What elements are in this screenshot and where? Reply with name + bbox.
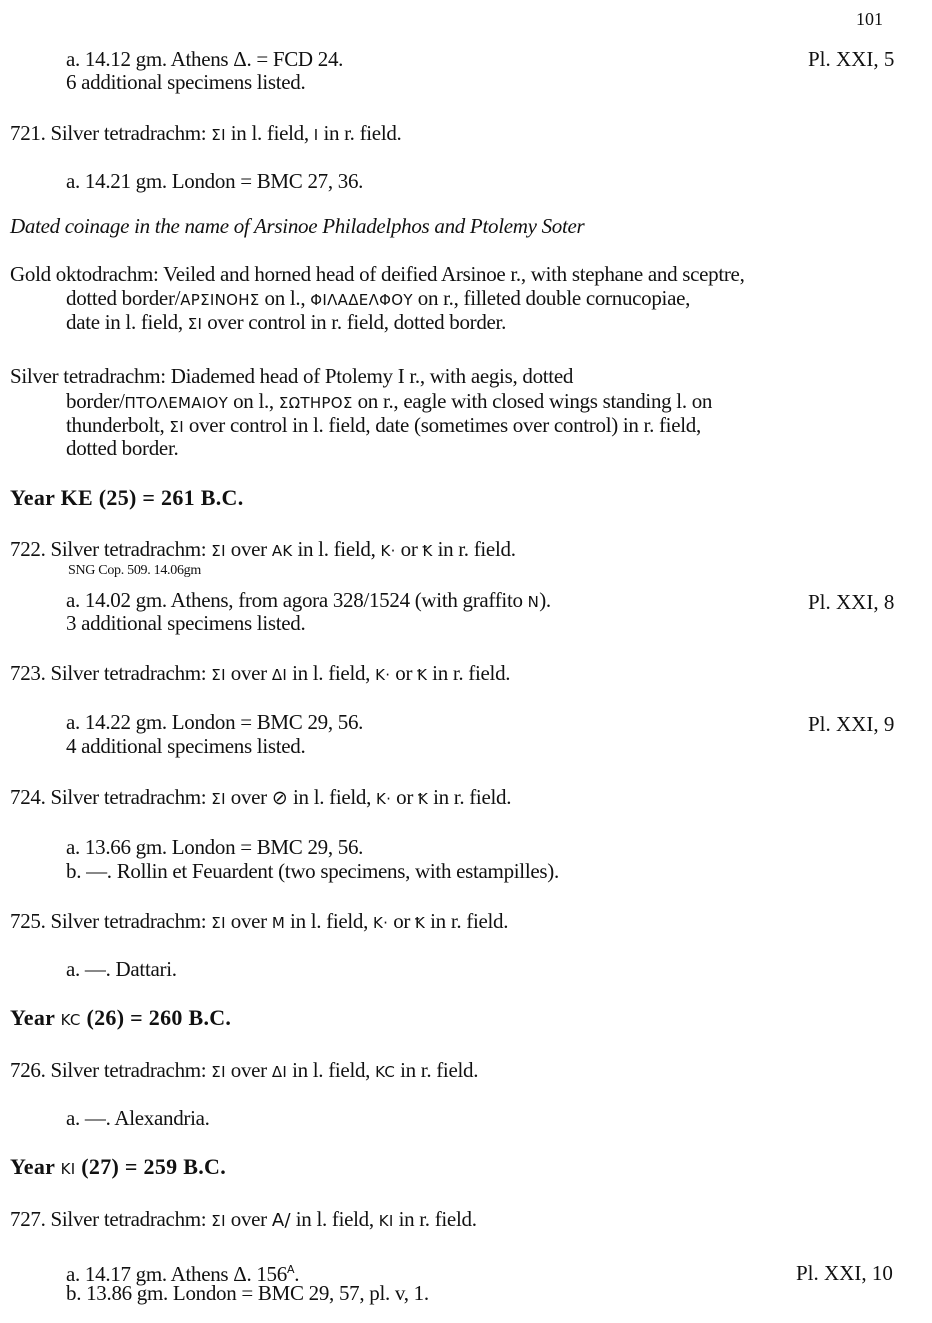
graffito-mark: Ν <box>527 593 540 611</box>
entry-number: 727. <box>10 1207 46 1231</box>
text: ). <box>539 588 551 612</box>
greek-monogram: K· <box>375 666 391 684</box>
specimen-line: b. —. Rollin et Feuardent (two specimens, with estampilles). <box>66 859 559 883</box>
specimen-line: a. 14.22 gm. London = BMC 29, 56. <box>66 710 364 734</box>
greek-monogram: ΣI <box>187 315 203 333</box>
text: in r. field. <box>432 537 516 561</box>
greek-monogram: I <box>313 126 319 144</box>
type-description-gold <box>66 311 506 336</box>
superscript: A <box>286 1263 295 1276</box>
plate-reference: Pl. XXI, 9 <box>808 712 895 736</box>
greek-monogram: AK <box>271 542 293 560</box>
text: or <box>395 537 423 561</box>
greek-monogram: K· <box>380 542 396 560</box>
text: over <box>225 909 272 933</box>
text: Year <box>10 1154 61 1179</box>
text: a. 14.17 gm. Athens Δ. 156 <box>66 1262 287 1286</box>
type-description-gold: Gold oktodrachm: Veiled and horned head of deified Arsinoe r., with stephane and sceptre, <box>10 262 745 286</box>
entry-number: 721. <box>10 121 46 145</box>
reference-note: SNG Cop. 509. 14.06gm <box>68 563 201 578</box>
text: . <box>294 1262 300 1286</box>
entry-number: 722. <box>10 537 46 561</box>
text: thunderbolt, <box>66 413 170 437</box>
greek-legend: ΦΙΛΑΔΕΛΦΟΥ <box>310 291 413 309</box>
text: over <box>225 537 272 561</box>
type-description-silver <box>66 390 712 415</box>
control-monogram: ⊘ <box>271 787 289 809</box>
year-heading <box>10 1006 231 1032</box>
text: over control in r. field, dotted border. <box>202 310 507 334</box>
entry-722 <box>10 538 516 563</box>
text: border/ <box>66 389 125 413</box>
greek-monogram: ΣI <box>211 1212 226 1230</box>
text: in r. field. <box>427 661 511 685</box>
greek-date: KI <box>60 1160 76 1178</box>
text: over control in l. field, date (sometimes over control) in r. field, <box>183 413 701 437</box>
greek-monogram: ΣI <box>211 914 226 932</box>
control-monogram: A/ <box>271 1210 291 1231</box>
type-description-silver: Silver tetradrachm: Diademed head of Ptolemy I r., with aegis, dotted <box>10 364 574 388</box>
entry-text: in l. field, <box>225 121 314 145</box>
greek-monogram: ΣI <box>169 418 184 436</box>
text: on r., filleted double cornucopiae, <box>412 286 691 310</box>
entry-723 <box>10 662 510 687</box>
greek-monogram: K· <box>376 790 392 808</box>
text: Year <box>10 1005 61 1030</box>
text: Silver tetradrachm: <box>50 1058 212 1082</box>
text: in r. field. <box>393 1207 477 1231</box>
additional-specimens: 6 additional specimens listed. <box>66 70 306 94</box>
text: over <box>225 1207 272 1231</box>
greek-monogram: ΣI <box>211 126 226 144</box>
entry-721 <box>10 122 402 147</box>
text: over <box>225 661 272 685</box>
plate-reference: Pl. XXI, 5 <box>808 47 895 71</box>
specimen-line: a. 14.21 gm. London = BMC 27, 36. <box>66 169 364 193</box>
entry-724 <box>10 786 511 811</box>
text: Silver tetradrachm: <box>50 909 212 933</box>
text: in r. field. <box>425 909 509 933</box>
greek-monogram: Ꝁ <box>418 790 429 808</box>
text: or <box>388 909 416 933</box>
entry-number: 724. <box>10 785 46 809</box>
entry-number: 723. <box>10 661 46 685</box>
greek-legend: ΑΡΣΙΝΟΗΣ <box>180 291 260 309</box>
type-description-silver: dotted border. <box>66 436 179 460</box>
greek-monogram: ΣI <box>211 1063 226 1081</box>
entry-text: in r. field. <box>318 121 402 145</box>
entry-number: 726. <box>10 1058 46 1082</box>
greek-date: KC <box>60 1011 81 1029</box>
greek-date: KC <box>375 1063 396 1081</box>
text: dotted border/ <box>66 286 181 310</box>
entry-727 <box>10 1208 477 1233</box>
greek-legend: ΣΩΤΗΡΟΣ <box>278 394 353 412</box>
greek-monogram: ΔI <box>271 1063 288 1081</box>
greek-monogram: ΣI <box>211 542 226 560</box>
specimen-line: a. 14.12 gm. Athens Δ. = FCD 24. <box>66 47 344 71</box>
additional-specimens: 4 additional specimens listed. <box>66 734 306 758</box>
entry-726 <box>10 1059 478 1084</box>
text: (27) = 259 B.C. <box>75 1154 227 1179</box>
text: or <box>390 661 418 685</box>
additional-specimens: 3 additional specimens listed. <box>66 611 306 635</box>
text: a. 14.02 gm. Athens, from agora 328/1524 (with graffito <box>66 588 528 612</box>
greek-date: KI <box>378 1212 394 1230</box>
text: in r. field. <box>395 1058 479 1082</box>
specimen-line: a. —. Dattari. <box>66 957 177 981</box>
text: (26) = 260 B.C. <box>80 1005 232 1030</box>
text: in l. field, <box>287 1058 376 1082</box>
entry-725 <box>10 910 508 935</box>
greek-monogram: Ꝁ <box>422 542 433 560</box>
text: on r., eagle with closed wings standing l. on <box>352 389 713 413</box>
plate-reference: Pl. XXI, 8 <box>808 590 895 614</box>
type-description-gold <box>66 287 690 312</box>
greek-monogram: K· <box>373 914 389 932</box>
text: in r. field. <box>428 785 512 809</box>
text: Silver tetradrachm: <box>50 537 212 561</box>
text: in l. field, <box>287 661 376 685</box>
section-title: Dated coinage in the name of Arsinoe Philadelphos and Ptolemy Soter <box>10 214 585 238</box>
specimen-line: b. 13.86 gm. London = BMC 29, 57, pl. v, 1. <box>66 1281 429 1305</box>
plate-reference: Pl. XXI, 10 <box>796 1261 893 1285</box>
control-monogram: M <box>271 914 286 932</box>
text: on l., <box>228 389 279 413</box>
greek-monogram: ΣI <box>211 666 226 684</box>
text: Silver tetradrachm: <box>50 661 212 685</box>
greek-monogram: Ꝁ <box>415 914 426 932</box>
greek-monogram: Ꝁ <box>417 666 428 684</box>
year-heading: Year KE (25) = 261 B.C. <box>10 485 244 510</box>
entry-number: 725. <box>10 909 46 933</box>
text: over <box>225 785 272 809</box>
greek-legend: ΠΤΟΛΕΜΑΙΟΥ <box>124 394 229 412</box>
page-number: 101 <box>856 9 883 29</box>
text: over <box>225 1058 272 1082</box>
greek-monogram: ΣI <box>211 790 226 808</box>
text: in l. field, <box>290 1207 379 1231</box>
text: on l., <box>259 286 311 310</box>
text: date in l. field, <box>66 310 188 334</box>
entry-text: Silver tetradrachm: <box>50 121 212 145</box>
text: in l. field, <box>285 909 374 933</box>
year-heading <box>10 1155 226 1181</box>
greek-monogram: ΔI <box>271 666 288 684</box>
specimen-line: a. 13.66 gm. London = BMC 29, 56. <box>66 835 364 859</box>
text: Silver tetradrachm: <box>50 785 212 809</box>
text: in l. field, <box>292 537 381 561</box>
text: in l. field, <box>288 785 377 809</box>
text: Silver tetradrachm: <box>50 1207 212 1231</box>
text: or <box>391 785 419 809</box>
specimen-line: a. —. Alexandria. <box>66 1106 210 1130</box>
